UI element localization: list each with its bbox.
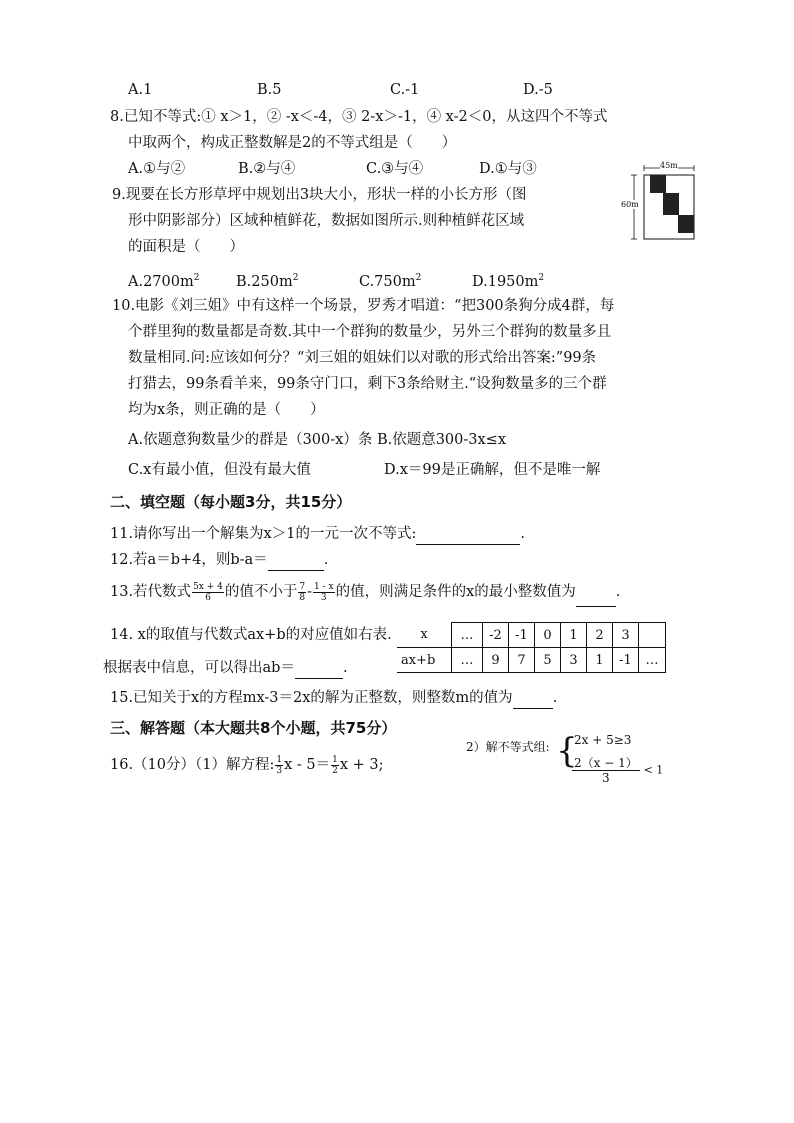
q15: 15.已知关于x的方程mx-3＝2x的解为正整数，则整数m的值为 . bbox=[110, 688, 557, 709]
q16-inequality-2: $\frac{2(x - 1)}{3}$ < 1 bbox=[574, 756, 664, 785]
table-cell: 2 bbox=[587, 623, 613, 648]
fraction: $\frac{1 - x}{3}$ bbox=[314, 581, 334, 603]
q12-answer-blank[interactable] bbox=[268, 550, 324, 571]
table-cell: x bbox=[397, 623, 452, 648]
q8-line-1: 8.已知不等式:① x＞1，② -x＜-4，③ 2-x＞-1，④ x-2＜0，从这四个不等式 bbox=[110, 109, 608, 125]
q16-part-2-label: 2）解不等式组: bbox=[466, 740, 550, 754]
fraction: $\frac{5x + 4}{6}$ bbox=[193, 581, 223, 603]
lawn-diagram-icon bbox=[630, 165, 700, 243]
table-cell: 7 bbox=[509, 648, 535, 673]
section-2-heading: 二、填空题（每小题3分，共15分） bbox=[110, 493, 352, 511]
fraction: $\frac{7}{8}$ bbox=[299, 581, 306, 603]
q10-line-5: 均为x条，则正确的是（ ） bbox=[128, 402, 325, 418]
q14-line-2: 根据表中信息，可以得出ab＝ . bbox=[103, 658, 348, 679]
q9-figure-height-label: 60m bbox=[621, 200, 639, 209]
table-cell: -1 bbox=[509, 623, 535, 648]
q9-line-3: 的面积是（ ） bbox=[128, 239, 244, 255]
q10-line-2: 个群里狗的数量都是奇数.其中一个群狗的数量少，另外三个群狗的数量多且 bbox=[128, 324, 612, 340]
q10-line-4: 打猎去，99条看羊来，99条守门口，剩下3条给财主.“设狗数量多的三个群 bbox=[128, 376, 607, 392]
table-cell: ax+b bbox=[397, 648, 452, 673]
q7-option-c: C.-1 bbox=[390, 82, 420, 98]
q10-options-ab: A.依题意狗数量少的群是（300-x）条 B.依题意300-3x≤x bbox=[128, 432, 507, 448]
q7-option-b: B.5 bbox=[257, 82, 282, 98]
q8-option-c: C.③与④ bbox=[366, 161, 424, 177]
q8-option-d: D.①与③ bbox=[479, 161, 537, 177]
q9-option-d: $D.1950m^2$ bbox=[472, 273, 545, 290]
table-cell: 3 bbox=[613, 623, 639, 648]
table-cell bbox=[639, 623, 666, 648]
table-cell: 1 bbox=[587, 648, 613, 673]
q7-option-d: D.-5 bbox=[523, 82, 553, 98]
fraction: $\frac{1}{3}$ bbox=[276, 754, 283, 776]
table-cell: 3 bbox=[561, 648, 587, 673]
q9-option-a: $A.2700m^2$ bbox=[128, 273, 200, 290]
q13: 13.若代数式 $\frac{5x + 4}{6}$ 的值不小于 $\frac{7}{8}$ - $\frac{1 - x}{3}$ 的值，则满足条件的x的最小整数值为 . bbox=[110, 578, 620, 607]
q7-option-a: A.1 bbox=[128, 82, 153, 98]
q11: 11.请你写出一个解集为x＞1的一元一次不等式: . bbox=[110, 524, 525, 545]
q13-answer-blank[interactable] bbox=[576, 578, 616, 607]
table-cell: … bbox=[639, 648, 666, 673]
table-cell: 9 bbox=[483, 648, 509, 673]
table-cell: 5 bbox=[535, 648, 561, 673]
q8-option-a: A.①与② bbox=[128, 161, 186, 177]
q15-answer-blank[interactable] bbox=[513, 688, 553, 709]
q9-figure-width-label: 45m bbox=[660, 161, 678, 170]
table-cell: -1 bbox=[613, 648, 639, 673]
q9-line-1: 9.现要在长方形草坪中规划出3块大小，形状一样的小长方形（图 bbox=[112, 187, 527, 203]
table-cell: … bbox=[452, 623, 483, 648]
q8-option-b: B.②与④ bbox=[238, 161, 296, 177]
q10-option-c: C.x有最小值，但没有最大值 bbox=[128, 462, 311, 478]
q9-figure bbox=[621, 161, 700, 243]
q9-option-c: $C.750m^2$ bbox=[359, 273, 422, 290]
q14-value-table bbox=[397, 622, 666, 673]
table-cell: … bbox=[452, 648, 483, 673]
brace-icon: { bbox=[556, 731, 578, 771]
q9-option-b: $B.250m^2$ bbox=[236, 273, 299, 290]
section-3-heading: 三、解答题（本大题共8个小题，共75分） bbox=[110, 719, 397, 737]
table-row bbox=[397, 648, 666, 673]
table-cell: -2 bbox=[483, 623, 509, 648]
q8-line-2: 中取两个，构成正整数解是2的不等式组是（ ） bbox=[128, 135, 457, 151]
q12: 12.若a＝b+4，则b-a＝ . bbox=[110, 550, 328, 571]
table-row bbox=[397, 623, 666, 648]
q14-answer-blank[interactable] bbox=[295, 658, 343, 679]
q16-inequality-1: 2x + 5≥3 bbox=[574, 733, 632, 747]
q16-part-1: 16.（10分）（1）解方程: $\frac{1}{3}$ x - 5＝ $\frac{1}{2}$ x + 3; bbox=[110, 754, 384, 776]
q11-answer-blank[interactable] bbox=[416, 524, 520, 545]
q10-line-3: 数量相同.问:应该如何分？“刘三姐的姐妹们以对歌的形式给出答案:”99条 bbox=[128, 350, 597, 366]
q10-option-d: D.x＝99是正确解，但不是唯一解 bbox=[384, 462, 601, 478]
table-cell: 0 bbox=[535, 623, 561, 648]
table-cell: 1 bbox=[561, 623, 587, 648]
q9-line-2: 形中阴影部分）区域种植鲜花，数据如图所示.则种植鲜花区域 bbox=[128, 213, 525, 229]
fraction: $\frac{1}{2}$ bbox=[332, 754, 338, 776]
q14-line-1: 14. x的取值与代数式ax+b的对应值如右表. bbox=[110, 627, 392, 643]
q10-line-1: 10.电影《刘三姐》中有这样一个场景，罗秀才唱道：“把300条狗分成4群，每 bbox=[112, 298, 615, 314]
